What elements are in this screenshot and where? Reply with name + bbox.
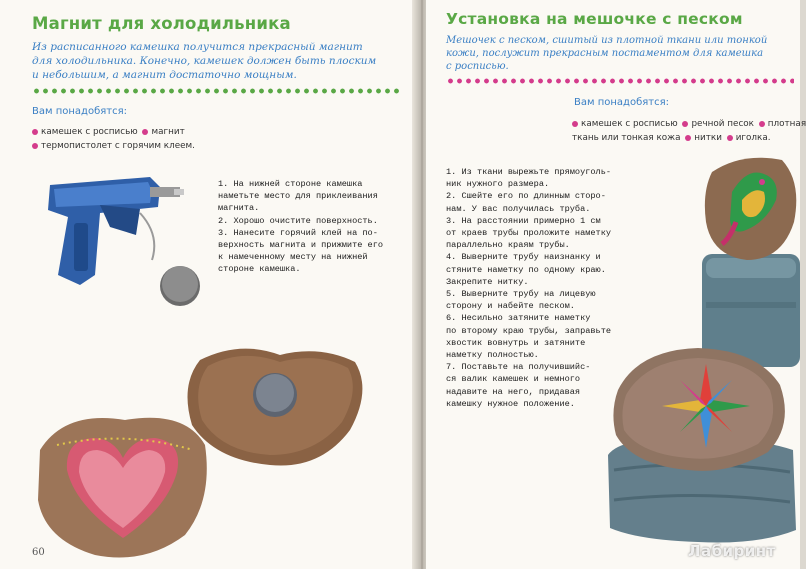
bullet-icon bbox=[572, 121, 578, 127]
step-line: 2. Сшейте его по длинным сторо- bbox=[446, 191, 606, 202]
material-item: ткань или тонкая кожа bbox=[572, 133, 681, 143]
right-intro bbox=[446, 34, 767, 73]
step-line: 1. На нижней стороне камешка bbox=[218, 179, 363, 189]
left-needs-heading: Вам понадобятся: bbox=[32, 106, 127, 117]
step-line: к намеченному месту на нижней bbox=[218, 252, 368, 263]
green-dot-divider bbox=[32, 88, 402, 94]
step-line: камешку нужное положение. bbox=[446, 398, 575, 409]
step-line: магнита. bbox=[218, 203, 260, 214]
step-line: верхность магнита и прижмите его bbox=[218, 240, 384, 251]
right-needs-heading: Вам понадобятся: bbox=[574, 97, 669, 108]
left-materials-line bbox=[32, 127, 185, 137]
step-line: хвостик вовнутрь и затяните bbox=[446, 337, 586, 348]
bullet-icon bbox=[685, 135, 691, 141]
bullet-icon bbox=[759, 121, 765, 127]
left-steps bbox=[218, 178, 383, 276]
step-line: 5. Выверните трубу на лицевую bbox=[446, 289, 596, 300]
material-item: магнит bbox=[151, 127, 185, 137]
step-line: 1. Из ткани вырежьте прямоуголь- bbox=[446, 167, 612, 177]
heart-stone-image bbox=[35, 410, 210, 560]
material-item: нитки bbox=[694, 133, 722, 143]
bullet-icon bbox=[142, 129, 148, 135]
step-line: 2. Хорошо очистите поверхность. bbox=[218, 215, 378, 226]
right-materials-line bbox=[572, 133, 771, 143]
right-materials-line bbox=[572, 119, 806, 129]
left-materials-line bbox=[32, 141, 195, 151]
step-line: 3. На расстоянии примерно 1 см bbox=[446, 215, 601, 226]
step-line: ся валик камешек и немного bbox=[446, 374, 581, 385]
material-item: термопистолет с горячим клеем. bbox=[41, 141, 195, 151]
material-item: речной песок bbox=[691, 119, 754, 129]
material-item: плотная bbox=[767, 119, 806, 129]
bullet-icon bbox=[32, 129, 38, 135]
material-item: камешек с росписью bbox=[41, 127, 138, 137]
material-item: камешек с росписью bbox=[581, 119, 678, 129]
magenta-dot-divider bbox=[446, 78, 794, 84]
left-intro-line: для холодильника. Конечно, камешек должен быть плоским bbox=[32, 55, 377, 67]
left-page-title: Магнит для холодильника bbox=[32, 14, 291, 33]
step-line: по второму краю трубы, заправьте bbox=[446, 325, 612, 336]
right-intro-line: кожи, послужит прекрасным постаментом для камешка bbox=[446, 48, 764, 59]
left-intro-line: и небольшим, а магнит достаточно мощным. bbox=[32, 69, 297, 81]
step-line: ник нужного размера. bbox=[446, 179, 550, 190]
step-line: надавите на него, придавая bbox=[446, 386, 581, 397]
step-line: стяните наметку по одному краю. bbox=[446, 264, 606, 275]
material-item: иголка. bbox=[735, 133, 771, 143]
step-line: 3. Нанесите горячий клей на по- bbox=[218, 227, 378, 238]
step-line: 4. Выверните трубу наизнанку и bbox=[446, 252, 601, 263]
step-line: от краев трубы проложите наметку bbox=[446, 228, 612, 239]
left-intro bbox=[32, 40, 376, 82]
bullet-icon bbox=[727, 135, 733, 141]
page-number: 60 bbox=[32, 547, 45, 558]
step-line: 7. Поставьте на получившийс- bbox=[446, 362, 591, 373]
right-intro-line: с росписью. bbox=[446, 61, 509, 72]
step-line: наметку полностью. bbox=[446, 350, 539, 361]
step-line: параллельно краям трубы. bbox=[446, 240, 570, 251]
magnet-disk-image bbox=[158, 264, 202, 308]
step-line: 6. Несильно затяните наметку bbox=[446, 313, 591, 324]
bird-stone-on-sack-image bbox=[702, 152, 800, 367]
bullet-icon bbox=[682, 121, 688, 127]
right-intro-line: Мешочек с песком, сшитый из плотной ткани или тонкой bbox=[446, 35, 768, 46]
left-intro-line: Из расписанного камешка получится прекрасный магнит bbox=[32, 41, 363, 53]
step-line: наметьте место для приклеивания bbox=[218, 191, 378, 202]
right-page-title: Установка на мешочке с песком bbox=[446, 10, 743, 28]
step-line: Закрепите нитку. bbox=[446, 276, 529, 287]
compass-stone-on-sack-image bbox=[608, 340, 800, 545]
bullet-icon bbox=[32, 143, 38, 149]
step-line: нам. У вас получилась труба. bbox=[446, 203, 591, 214]
right-page bbox=[426, 0, 806, 569]
step-line: сторону и набейте песком. bbox=[446, 301, 575, 312]
step-line: стороне камешка. bbox=[218, 264, 301, 275]
labirint-watermark: Лабиринт bbox=[688, 542, 776, 560]
right-steps bbox=[446, 166, 611, 410]
